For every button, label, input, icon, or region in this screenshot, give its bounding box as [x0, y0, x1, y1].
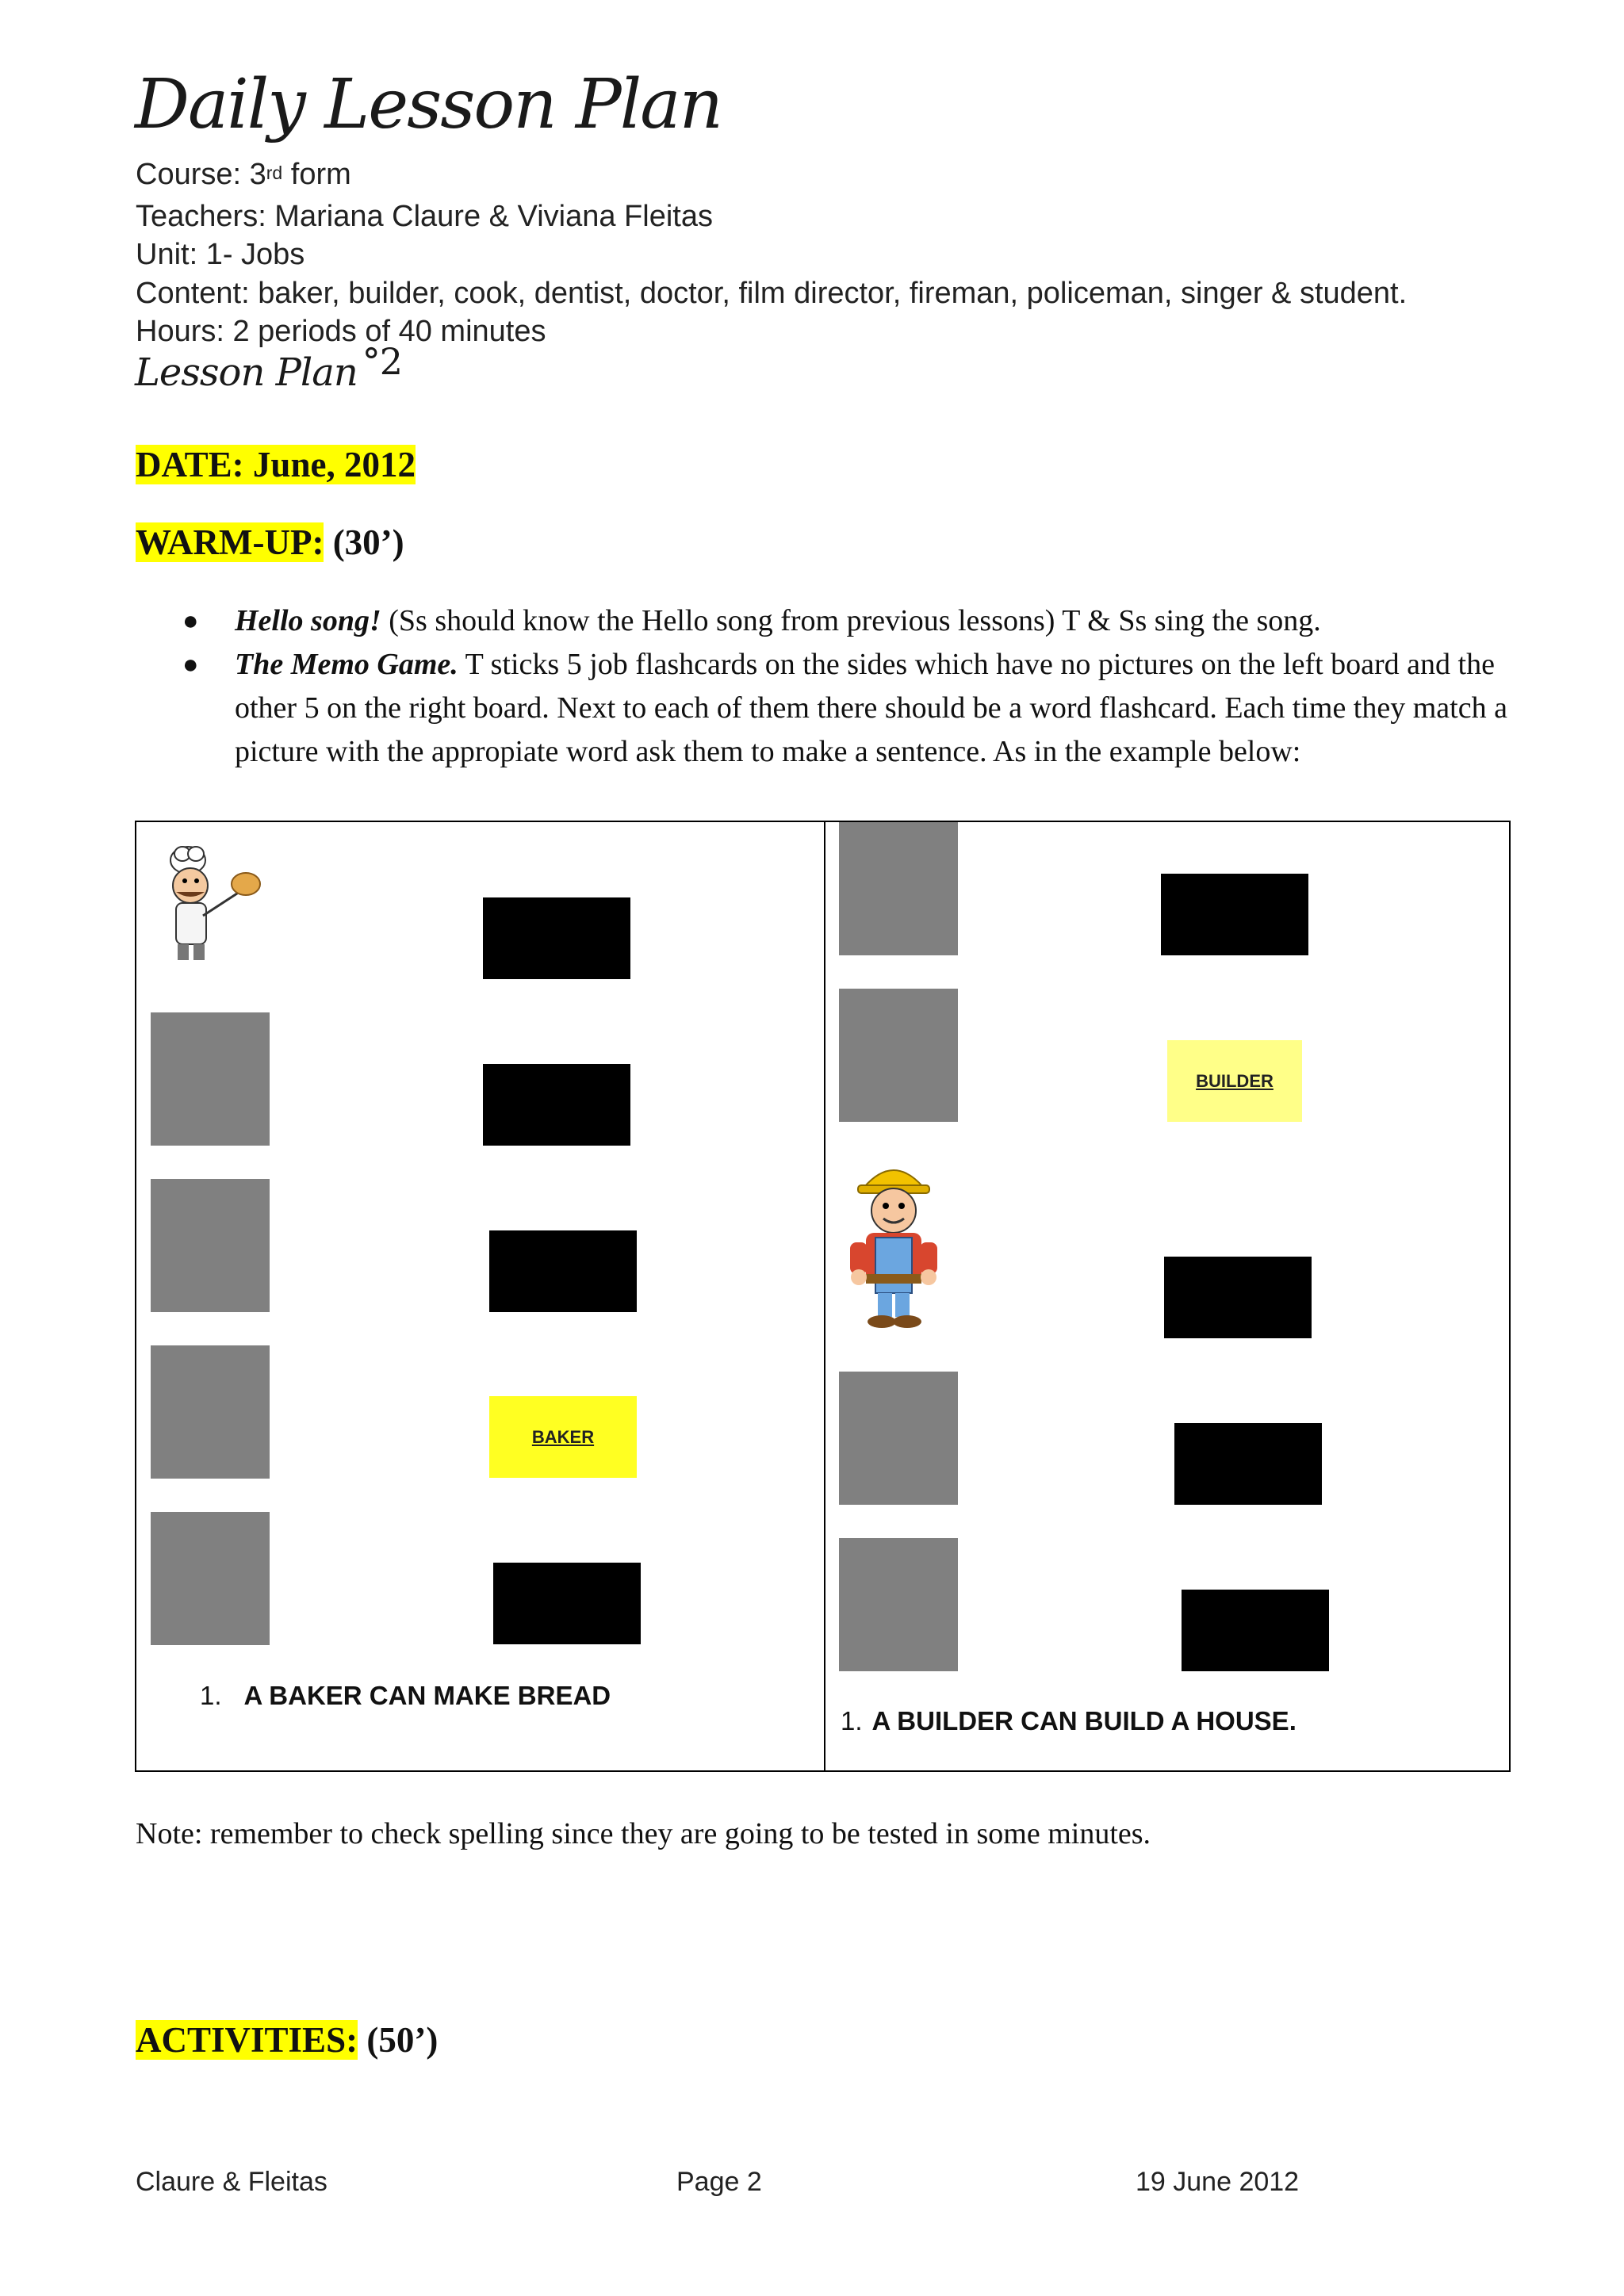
hidden-picture-card[interactable]: [839, 989, 958, 1122]
hidden-picture-card[interactable]: [151, 1345, 270, 1479]
unit-line: Unit: 1- Jobs: [136, 238, 305, 271]
example-sentence-left: 1. A BAKER CAN MAKE BREAD: [200, 1681, 611, 1710]
footer-authors: Claure & Fleitas: [136, 2167, 327, 2197]
lesson-metadata: [136, 155, 1563, 351]
lesson-plan-number: Lesson Plan °2: [135, 340, 403, 395]
teachers-line: Teachers: Mariana Claure & Viviana Fleitas: [136, 199, 713, 233]
document-title: Daily Lesson Plan: [135, 65, 722, 144]
warmup-heading: WARM-UP: (30’): [136, 522, 404, 562]
list-item: ● The Memo Game. T sticks 5 job flashcards on the sides which have no pictures on the left board and the other 5 on the right board. Next to each of them there should be a word flashcard. Each time they match a picture with the appropiate word ask them to make a sentence. As in the example below:: [181, 643, 1513, 774]
hidden-picture-card[interactable]: [151, 1512, 270, 1645]
memo-game-table: [135, 821, 1511, 1772]
hidden-picture-card[interactable]: [839, 1538, 958, 1671]
baker-picture: [152, 836, 271, 971]
hidden-word-card[interactable]: [493, 1563, 641, 1644]
table-divider: [824, 822, 825, 1770]
hidden-picture-card[interactable]: [151, 1179, 270, 1312]
hidden-word-card[interactable]: [1182, 1590, 1329, 1671]
word-card-builder[interactable]: BUILDER: [1167, 1040, 1302, 1122]
content-line: Content: baker, builder, cook, dentist, doctor, film director, fireman, policeman, singer & student.: [136, 276, 1408, 310]
list-item: ● Hello song! (Ss should know the Hello song from previous lessons) T & Ss sing the song.: [181, 599, 1513, 643]
word-card-baker[interactable]: BAKER: [489, 1396, 637, 1478]
course-line: Course: 3rd form: [136, 158, 351, 191]
footer-page-number: Page 2: [676, 2167, 762, 2197]
date-heading: DATE: June, 2012: [136, 445, 416, 484]
hidden-word-card[interactable]: [1174, 1423, 1322, 1505]
footer-date: 19 June 2012: [1136, 2167, 1300, 2197]
builder-picture: [834, 1155, 953, 1330]
hidden-word-card[interactable]: [1164, 1257, 1312, 1338]
example-sentence-right: 1. A BUILDER CAN BUILD A HOUSE.: [841, 1706, 1297, 1735]
hidden-word-card[interactable]: [483, 897, 630, 979]
hidden-word-card[interactable]: [489, 1230, 637, 1312]
activities-heading: ACTIVITIES: (50’): [136, 2020, 439, 2060]
hidden-picture-card[interactable]: [839, 1372, 958, 1505]
bullet-icon: ●: [182, 650, 199, 679]
hidden-word-card[interactable]: [1161, 874, 1308, 955]
hidden-picture-card[interactable]: [839, 822, 958, 955]
hidden-picture-card[interactable]: [151, 1012, 270, 1146]
warmup-list: [181, 599, 1513, 774]
hours-line: Hours: 2 periods of 40 minutes: [136, 315, 546, 348]
hidden-word-card[interactable]: [483, 1064, 630, 1146]
spelling-note: Note: remember to check spelling since they are going to be tested in some minutes.: [136, 1817, 1151, 1850]
bullet-icon: ●: [182, 607, 199, 636]
